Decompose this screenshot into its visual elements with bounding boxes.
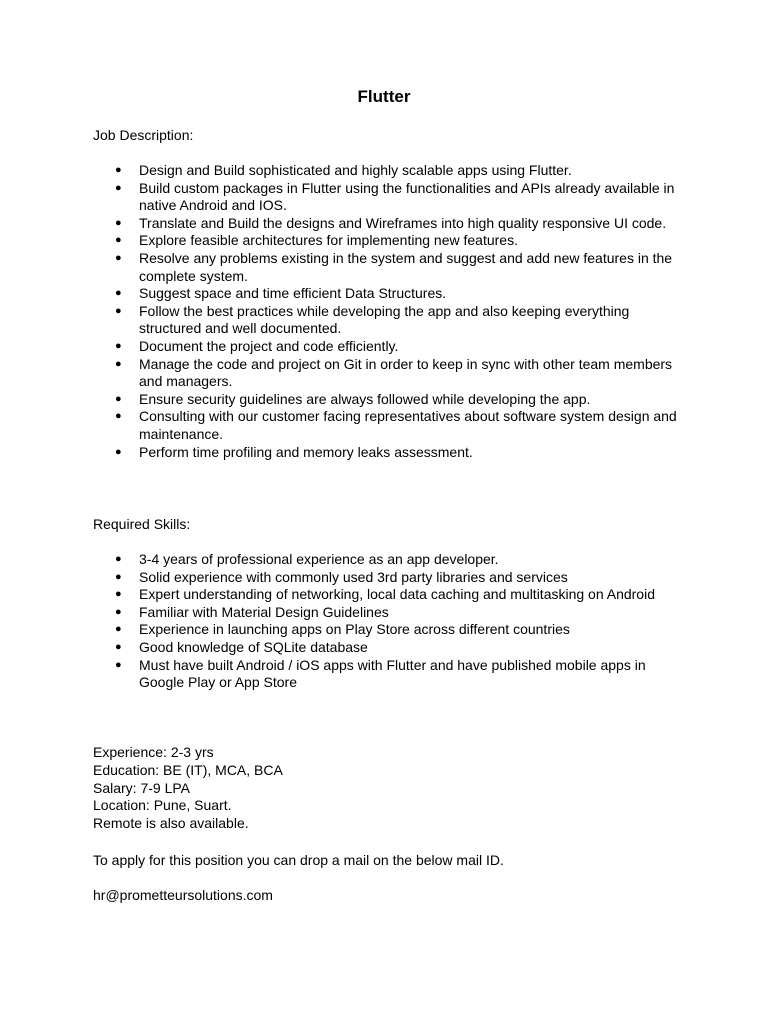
list-item: ● Must have built Android / iOS apps with Flutter and have published mobile apps in Google Play or App Store	[93, 657, 683, 692]
list-item: ● Good knowledge of SQLite database	[93, 639, 683, 657]
experience-text: Experience: 2-3 yrs	[93, 744, 214, 760]
job-description-heading: Job Description:	[93, 127, 194, 143]
education-text: Education: BE (IT), MCA, BCA	[93, 761, 283, 778]
list-item: ● Manage the code and project on Git in order to keep in sync with other team members and managers.	[93, 356, 683, 391]
list-item: ● Explore feasible architectures for implementing new features.	[93, 232, 683, 250]
page-title: Flutter	[357, 87, 411, 106]
list-item: ● Design and Build sophisticated and highly scalable apps using Flutter.	[93, 162, 683, 180]
list-item: ● Expert understanding of networking, local data caching and multitasking on Android	[93, 586, 683, 604]
list-item: ● Suggest space and time efficient Data Structures.	[93, 285, 683, 303]
required-skills-heading: Required Skills:	[93, 516, 191, 532]
list-item: ● Solid experience with commonly used 3rd party libraries and services	[93, 569, 683, 587]
list-item: ● Resolve any problems existing in the system and suggest and add new features in the complete system.	[93, 250, 683, 285]
list-item: ● Familiar with Material Design Guidelines	[93, 604, 683, 622]
salary-text: Salary: 7-9 LPA	[93, 779, 191, 796]
remote-text: Remote is also available.	[93, 815, 249, 832]
list-item: ● Follow the best practices while developing the app and also keeping everything structured and well documented.	[93, 303, 683, 338]
list-item: ● Build custom packages in Flutter using the functionalities and APIs already available in native Android and IOS.	[93, 180, 683, 215]
job-details	[93, 744, 283, 833]
apply-instructions: To apply for this position you can drop a mail on the below mail ID.	[93, 852, 504, 868]
contact-email[interactable]: hr@prometteursolutions.com	[93, 887, 273, 903]
list-item: ● 3-4 years of professional experience as an app developer.	[93, 551, 683, 569]
list-item: ● Perform time profiling and memory leaks assessment.	[93, 444, 683, 462]
list-item: ● Document the project and code efficiently.	[93, 338, 683, 356]
list-item: ● Ensure security guidelines are always followed while developing the app.	[93, 391, 683, 409]
required-skills-list	[93, 551, 683, 692]
list-item: ● Translate and Build the designs and Wireframes into high quality responsive UI code.	[93, 215, 683, 233]
location-text: Location: Pune, Suart.	[93, 797, 232, 814]
list-item: ● Consulting with our customer facing representatives about software system design and maintenance.	[93, 408, 683, 443]
job-description-list	[93, 162, 683, 461]
list-item: ● Experience in launching apps on Play Store across different countries	[93, 621, 683, 639]
